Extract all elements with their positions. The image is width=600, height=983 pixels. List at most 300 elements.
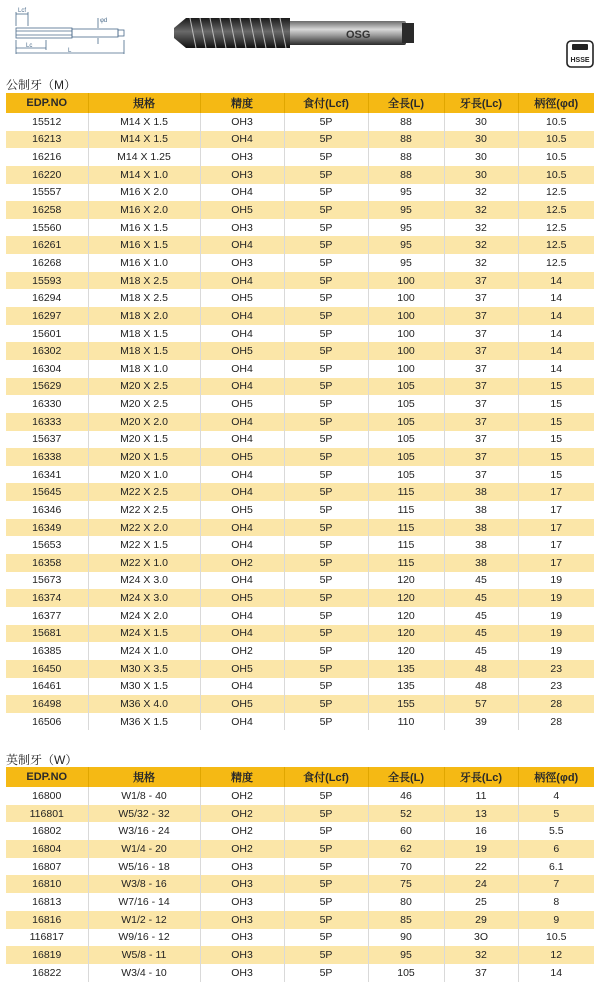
precision-cell: OH4 <box>200 131 284 149</box>
precision-cell: OH4 <box>200 466 284 484</box>
shank-diameter-cell: 28 <box>518 713 594 731</box>
precision-cell: OH4 <box>200 184 284 202</box>
thread-length-cell: 32 <box>444 236 518 254</box>
thread-length-cell: 37 <box>444 378 518 396</box>
edp-no-cell: 15593 <box>6 272 88 290</box>
spec-cell: W1/8 - 40 <box>88 787 200 805</box>
precision-cell: OH3 <box>200 858 284 876</box>
thread-length-cell: 24 <box>444 875 518 893</box>
shank-diameter-cell: 15 <box>518 395 594 413</box>
edp-no-cell: 15512 <box>6 113 88 131</box>
spec-cell: M36 X 4.0 <box>88 695 200 713</box>
overall-length-cell: 105 <box>368 448 444 466</box>
shank-diameter-cell: 15 <box>518 413 594 431</box>
edp-no-cell: 16216 <box>6 148 88 166</box>
precision-cell: OH4 <box>200 325 284 343</box>
spec-cell: M22 X 1.0 <box>88 554 200 572</box>
table-row <box>6 166 594 184</box>
edp-no-cell: 15653 <box>6 536 88 554</box>
spec-cell: M16 X 2.0 <box>88 184 200 202</box>
overall-length-cell: 95 <box>368 254 444 272</box>
shank-diameter-cell: 12.5 <box>518 201 594 219</box>
precision-cell: OH4 <box>200 378 284 396</box>
chamfer-cell: 5P <box>284 840 368 858</box>
precision-cell: OH5 <box>200 289 284 307</box>
shank-diameter-cell: 17 <box>518 554 594 572</box>
hsse-material-badge <box>566 40 594 68</box>
shank-diameter-cell: 10.5 <box>518 929 594 947</box>
spec-cell: M22 X 1.5 <box>88 536 200 554</box>
thread-length-cell: 25 <box>444 893 518 911</box>
overall-length-cell: 105 <box>368 378 444 396</box>
shank-diameter-cell: 17 <box>518 519 594 537</box>
table-row <box>6 858 594 876</box>
edp-no-cell: 16461 <box>6 678 88 696</box>
lc-label: Lc <box>26 43 33 49</box>
chamfer-cell: 5P <box>284 501 368 519</box>
shank-diameter-cell: 12.5 <box>518 254 594 272</box>
thread-length-cell: 32 <box>444 201 518 219</box>
spec-cell: W5/32 - 32 <box>88 805 200 823</box>
table-row <box>6 483 594 501</box>
edp-no-cell: 16807 <box>6 858 88 876</box>
precision-cell: OH5 <box>200 695 284 713</box>
thread-length-cell: 3O <box>444 929 518 947</box>
col-header-spec: 規格 <box>88 93 200 113</box>
table-row <box>6 501 594 519</box>
col-header-thread-length: 牙長(Lc) <box>444 767 518 787</box>
precision-cell: OH4 <box>200 625 284 643</box>
table-row <box>6 572 594 590</box>
spec-cell: M18 X 2.5 <box>88 289 200 307</box>
table-row <box>6 695 594 713</box>
chamfer-cell: 5P <box>284 625 368 643</box>
edp-no-cell: 16810 <box>6 875 88 893</box>
table-row <box>6 678 594 696</box>
chamfer-cell: 5P <box>284 483 368 501</box>
spec-cell: M22 X 2.5 <box>88 501 200 519</box>
overall-length-cell: 115 <box>368 554 444 572</box>
table-row <box>6 431 594 449</box>
thread-length-cell: 37 <box>444 448 518 466</box>
thread-length-cell: 19 <box>444 840 518 858</box>
precision-cell: OH4 <box>200 413 284 431</box>
shank-diameter-cell: 17 <box>518 501 594 519</box>
spec-cell: M24 X 1.0 <box>88 642 200 660</box>
lcf-label: Lcf <box>18 8 27 14</box>
edp-no-cell: 15637 <box>6 431 88 449</box>
spec-cell: M30 X 1.5 <box>88 678 200 696</box>
shank-diameter-cell: 14 <box>518 325 594 343</box>
overall-length-cell: 100 <box>368 272 444 290</box>
chamfer-cell: 5P <box>284 678 368 696</box>
thread-length-cell: 30 <box>444 148 518 166</box>
table-row <box>6 148 594 166</box>
thread-length-cell: 30 <box>444 166 518 184</box>
thread-length-cell: 39 <box>444 713 518 731</box>
table-row <box>6 272 594 290</box>
chamfer-cell: 5P <box>284 254 368 272</box>
shank-diameter-cell: 14 <box>518 289 594 307</box>
table-row <box>6 184 594 202</box>
chamfer-cell: 5P <box>284 131 368 149</box>
overall-length-cell: 100 <box>368 360 444 378</box>
chamfer-cell: 5P <box>284 113 368 131</box>
edp-no-cell: 15629 <box>6 378 88 396</box>
spec-cell: M20 X 2.0 <box>88 413 200 431</box>
edp-no-cell: 16220 <box>6 166 88 184</box>
table-row <box>6 554 594 572</box>
thread-length-cell: 38 <box>444 536 518 554</box>
overall-length-cell: 115 <box>368 519 444 537</box>
precision-cell: OH3 <box>200 964 284 982</box>
spec-cell: M14 X 1.25 <box>88 148 200 166</box>
overall-length-cell: 115 <box>368 483 444 501</box>
table-row <box>6 519 594 537</box>
chamfer-cell: 5P <box>284 148 368 166</box>
edp-no-cell: 16819 <box>6 946 88 964</box>
precision-cell: OH5 <box>200 589 284 607</box>
shank-diameter-cell: 12 <box>518 946 594 964</box>
shank-diameter-cell: 6.1 <box>518 858 594 876</box>
precision-cell: OH3 <box>200 911 284 929</box>
spec-cell: M24 X 1.5 <box>88 625 200 643</box>
spec-cell: M14 X 1.5 <box>88 113 200 131</box>
precision-cell: OH5 <box>200 201 284 219</box>
thread-length-cell: 37 <box>444 289 518 307</box>
overall-length-cell: 88 <box>368 166 444 184</box>
col-header-overall-length: 全長(L) <box>368 93 444 113</box>
spec-cell: M18 X 2.0 <box>88 307 200 325</box>
thread-length-cell: 57 <box>444 695 518 713</box>
precision-cell: OH2 <box>200 805 284 823</box>
overall-length-cell: 90 <box>368 929 444 947</box>
spec-cell: W5/16 - 18 <box>88 858 200 876</box>
table-row <box>6 660 594 678</box>
overall-length-cell: 105 <box>368 964 444 982</box>
chamfer-cell: 5P <box>284 964 368 982</box>
thread-length-cell: 37 <box>444 342 518 360</box>
thread-length-cell: 13 <box>444 805 518 823</box>
chamfer-cell: 5P <box>284 413 368 431</box>
spec-cell: M16 X 1.5 <box>88 219 200 237</box>
spec-cell: M14 X 1.0 <box>88 166 200 184</box>
edp-no-cell: 16802 <box>6 822 88 840</box>
precision-cell: OH3 <box>200 893 284 911</box>
chamfer-cell: 5P <box>284 929 368 947</box>
edp-no-cell: 16498 <box>6 695 88 713</box>
edp-no-cell: 16816 <box>6 911 88 929</box>
spec-cell: W7/16 - 14 <box>88 893 200 911</box>
thread-length-cell: 37 <box>444 395 518 413</box>
spec-cell: M18 X 2.5 <box>88 272 200 290</box>
chamfer-cell: 5P <box>284 325 368 343</box>
table-row <box>6 325 594 343</box>
overall-length-cell: 120 <box>368 625 444 643</box>
precision-cell: OH4 <box>200 519 284 537</box>
shank-diameter-cell: 14 <box>518 272 594 290</box>
precision-cell: OH4 <box>200 607 284 625</box>
table-row <box>6 378 594 396</box>
chamfer-cell: 5P <box>284 911 368 929</box>
overall-length-cell: 110 <box>368 713 444 731</box>
chamfer-cell: 5P <box>284 893 368 911</box>
precision-cell: OH4 <box>200 307 284 325</box>
shank-diameter-cell: 15 <box>518 378 594 396</box>
thread-length-cell: 37 <box>444 307 518 325</box>
shank-diameter-cell: 19 <box>518 607 594 625</box>
chamfer-cell: 5P <box>284 219 368 237</box>
thread-length-cell: 37 <box>444 360 518 378</box>
shank-diameter-cell: 14 <box>518 307 594 325</box>
shank-diameter-cell: 12.5 <box>518 236 594 254</box>
thread-length-cell: 32 <box>444 219 518 237</box>
chamfer-cell: 5P <box>284 166 368 184</box>
edp-no-cell: 15681 <box>6 625 88 643</box>
edp-no-cell: 16822 <box>6 964 88 982</box>
table-header-row <box>6 767 594 787</box>
thread-length-cell: 45 <box>444 572 518 590</box>
edp-no-cell: 16297 <box>6 307 88 325</box>
overall-length-cell: 85 <box>368 911 444 929</box>
overall-length-cell: 46 <box>368 787 444 805</box>
shank-diameter-cell: 7 <box>518 875 594 893</box>
shank-diameter-cell: 23 <box>518 660 594 678</box>
thread-length-cell: 11 <box>444 787 518 805</box>
chamfer-cell: 5P <box>284 289 368 307</box>
spec-cell: M18 X 1.5 <box>88 342 200 360</box>
table-row <box>6 787 594 805</box>
edp-no-cell: 16338 <box>6 448 88 466</box>
chamfer-cell: 5P <box>284 946 368 964</box>
shank-diameter-cell: 10.5 <box>518 131 594 149</box>
shank-diameter-cell: 10.5 <box>518 148 594 166</box>
edp-no-cell: 16261 <box>6 236 88 254</box>
edp-no-cell: 16374 <box>6 589 88 607</box>
shank-diameter-cell: 10.5 <box>518 166 594 184</box>
shank-diameter-cell: 5 <box>518 805 594 823</box>
shank-diameter-cell: 9 <box>518 911 594 929</box>
chamfer-cell: 5P <box>284 201 368 219</box>
table-header-row <box>6 93 594 113</box>
table-row <box>6 254 594 272</box>
col-header-edp: EDP.NO <box>6 767 88 787</box>
overall-length-cell: 120 <box>368 607 444 625</box>
thread-length-cell: 16 <box>444 822 518 840</box>
table-row <box>6 219 594 237</box>
table-row <box>6 642 594 660</box>
thread-length-cell: 45 <box>444 589 518 607</box>
thread-length-cell: 32 <box>444 184 518 202</box>
thread-length-cell: 37 <box>444 466 518 484</box>
edp-no-cell: 16349 <box>6 519 88 537</box>
thread-length-cell: 37 <box>444 964 518 982</box>
spec-cell: W3/4 - 10 <box>88 964 200 982</box>
precision-cell: OH2 <box>200 822 284 840</box>
shank-diameter-cell: 17 <box>518 483 594 501</box>
precision-cell: OH5 <box>200 395 284 413</box>
edp-no-cell: 16800 <box>6 787 88 805</box>
edp-no-cell: 16302 <box>6 342 88 360</box>
edp-no-cell: 16813 <box>6 893 88 911</box>
edp-no-cell: 16258 <box>6 201 88 219</box>
shank-diameter-cell: 10.5 <box>518 113 594 131</box>
shank-diameter-cell: 15 <box>518 466 594 484</box>
col-header-spec: 規格 <box>88 767 200 787</box>
precision-cell: OH2 <box>200 554 284 572</box>
precision-cell: OH3 <box>200 254 284 272</box>
thread-length-cell: 32 <box>444 946 518 964</box>
shank-diameter-cell: 8 <box>518 893 594 911</box>
thread-length-cell: 45 <box>444 642 518 660</box>
tap-tool-image <box>170 6 420 60</box>
chamfer-cell: 5P <box>284 822 368 840</box>
overall-length-cell: 105 <box>368 395 444 413</box>
edp-no-cell: 16294 <box>6 289 88 307</box>
edp-no-cell: 16330 <box>6 395 88 413</box>
edp-no-cell: 16450 <box>6 660 88 678</box>
overall-length-cell: 100 <box>368 325 444 343</box>
precision-cell: OH3 <box>200 219 284 237</box>
chamfer-cell: 5P <box>284 713 368 731</box>
overall-length-cell: 105 <box>368 431 444 449</box>
precision-cell: OH4 <box>200 713 284 731</box>
overall-length-cell: 115 <box>368 501 444 519</box>
shank-diameter-cell: 14 <box>518 964 594 982</box>
col-header-edp: EDP.NO <box>6 93 88 113</box>
table-row <box>6 713 594 731</box>
thread-length-cell: 45 <box>444 607 518 625</box>
edp-no-cell: 15557 <box>6 184 88 202</box>
shank-diameter-cell: 19 <box>518 642 594 660</box>
precision-cell: OH3 <box>200 166 284 184</box>
col-header-precision: 精度 <box>200 767 284 787</box>
whitworth-section-title: 英制牙（W） <box>6 753 78 767</box>
chamfer-cell: 5P <box>284 589 368 607</box>
spec-cell: W3/16 - 24 <box>88 822 200 840</box>
chamfer-cell: 5P <box>284 572 368 590</box>
spec-cell: M24 X 2.0 <box>88 607 200 625</box>
col-header-shank-diameter: 柄徑(φd) <box>518 93 594 113</box>
col-header-chamfer: 食付(Lcf) <box>284 93 368 113</box>
table-row <box>6 589 594 607</box>
overall-length-cell: 100 <box>368 307 444 325</box>
chamfer-cell: 5P <box>284 858 368 876</box>
chamfer-cell: 5P <box>284 342 368 360</box>
precision-cell: OH5 <box>200 501 284 519</box>
overall-length-cell: 70 <box>368 858 444 876</box>
precision-cell: OH5 <box>200 660 284 678</box>
precision-cell: OH5 <box>200 342 284 360</box>
shank-diameter-cell: 14 <box>518 342 594 360</box>
chamfer-cell: 5P <box>284 184 368 202</box>
tap-dimension-diagram <box>6 4 128 56</box>
col-header-thread-length: 牙長(Lc) <box>444 93 518 113</box>
tool-brand-mark: OSG <box>346 29 371 41</box>
spec-cell: M20 X 2.5 <box>88 395 200 413</box>
chamfer-cell: 5P <box>284 554 368 572</box>
precision-cell: OH4 <box>200 360 284 378</box>
chamfer-cell: 5P <box>284 431 368 449</box>
thread-length-cell: 38 <box>444 554 518 572</box>
chamfer-cell: 5P <box>284 519 368 537</box>
overall-length-cell: 62 <box>368 840 444 858</box>
chamfer-cell: 5P <box>284 466 368 484</box>
shank-diameter-cell: 19 <box>518 625 594 643</box>
chamfer-cell: 5P <box>284 695 368 713</box>
precision-cell: OH3 <box>200 148 284 166</box>
edp-no-cell: 16213 <box>6 131 88 149</box>
overall-length-cell: 105 <box>368 413 444 431</box>
thread-length-cell: 38 <box>444 483 518 501</box>
shank-diameter-cell: 23 <box>518 678 594 696</box>
shank-diameter-cell: 6 <box>518 840 594 858</box>
table-row <box>6 360 594 378</box>
chamfer-cell: 5P <box>284 448 368 466</box>
shank-diameter-cell: 19 <box>518 589 594 607</box>
precision-cell: OH3 <box>200 946 284 964</box>
spec-cell: M18 X 1.0 <box>88 360 200 378</box>
spec-cell: M30 X 3.5 <box>88 660 200 678</box>
chamfer-cell: 5P <box>284 787 368 805</box>
edp-no-cell: 116817 <box>6 929 88 947</box>
edp-no-cell: 16346 <box>6 501 88 519</box>
table-row <box>6 822 594 840</box>
overall-length-cell: 75 <box>368 875 444 893</box>
overall-length-cell: 120 <box>368 642 444 660</box>
metric-tap-table <box>6 93 594 730</box>
spec-cell: M22 X 2.5 <box>88 483 200 501</box>
shank-diameter-cell: 5.5 <box>518 822 594 840</box>
table-row <box>6 893 594 911</box>
edp-no-cell: 16385 <box>6 642 88 660</box>
overall-length-cell: 120 <box>368 572 444 590</box>
thread-length-cell: 38 <box>444 501 518 519</box>
edp-no-cell: 16341 <box>6 466 88 484</box>
edp-no-cell: 16358 <box>6 554 88 572</box>
precision-cell: OH3 <box>200 929 284 947</box>
table-row <box>6 395 594 413</box>
table-row <box>6 625 594 643</box>
edp-no-cell: 16804 <box>6 840 88 858</box>
overall-length-cell: 135 <box>368 660 444 678</box>
table-row <box>6 964 594 982</box>
table-row <box>6 289 594 307</box>
overall-length-cell: 105 <box>368 466 444 484</box>
edp-no-cell: 16304 <box>6 360 88 378</box>
precision-cell: OH4 <box>200 572 284 590</box>
edp-no-cell: 16268 <box>6 254 88 272</box>
shank-diameter-cell: 15 <box>518 448 594 466</box>
edp-no-cell: 16506 <box>6 713 88 731</box>
thread-length-cell: 30 <box>444 113 518 131</box>
overall-length-cell: 115 <box>368 536 444 554</box>
table-row <box>6 840 594 858</box>
table-row <box>6 113 594 131</box>
edp-no-cell: 15560 <box>6 219 88 237</box>
shank-diameter-cell: 15 <box>518 431 594 449</box>
spec-cell: M16 X 1.0 <box>88 254 200 272</box>
spec-cell: M20 X 1.5 <box>88 431 200 449</box>
table-row <box>6 929 594 947</box>
chamfer-cell: 5P <box>284 395 368 413</box>
table-row <box>6 875 594 893</box>
table-row <box>6 805 594 823</box>
precision-cell: OH4 <box>200 536 284 554</box>
table-row <box>6 201 594 219</box>
thread-length-cell: 38 <box>444 519 518 537</box>
col-header-overall-length: 全長(L) <box>368 767 444 787</box>
